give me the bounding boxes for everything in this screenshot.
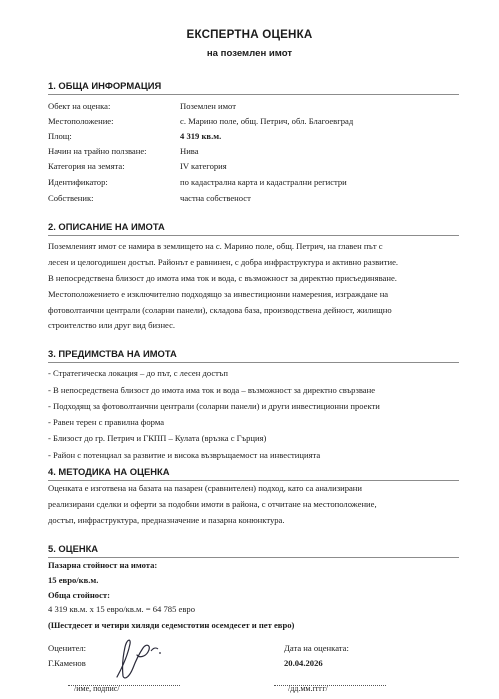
description-line: В непосредствена близост до имота има ток и вода, с възможност за директно присъединяване. xyxy=(48,273,397,283)
methodology-line: реализирани сделки и оферти за подобни имоти в района, с отчитане на местоположение, xyxy=(48,499,377,509)
advantage-item: - Подходящ за фотоволтаични централи (соларни панели) и други инвестиционни проекти xyxy=(48,401,380,411)
section-5-rule xyxy=(48,557,459,558)
advantage-item: - Район с потенциал за развитие и висока възвръщаемост на инвестицията xyxy=(48,450,321,460)
handwritten-signature xyxy=(108,636,168,682)
advantage-item: - Близост до гр. Петрич и ГКПП – Кулата (връзка с Гърция) xyxy=(48,433,267,443)
appraiser-label: Оценител: xyxy=(48,643,87,653)
section-1-rule xyxy=(48,94,459,95)
info-label-category: Категория на земята: xyxy=(48,161,125,171)
advantage-item: - Стратегическа локация – до път, с лесен достъп xyxy=(48,368,228,378)
info-label-area: Площ: xyxy=(48,131,72,141)
section-5-heading: 5. ОЦЕНКА xyxy=(48,543,99,554)
description-line: строителство или друг вид бизнес. xyxy=(48,320,176,330)
advantage-item: - Равен терен с правилна форма xyxy=(48,417,165,427)
info-label-identifier: Идентификатор: xyxy=(48,177,108,187)
section-4-heading: 4. МЕТОДИКА НА ОЦЕНКА xyxy=(48,466,170,477)
methodology-line: Оценката е изготвена на базата на пазарен (сравнителен) подход, като са анализирани xyxy=(48,483,363,493)
unit-price-value: 15 евро/кв.м. xyxy=(48,575,99,585)
section-1-heading: 1. ОБЩА ИНФОРМАЦИЯ xyxy=(48,80,162,91)
total-value-in-words: (Шестдесет и четири хиляди седемстотин осемдесет и пет евро) xyxy=(48,620,295,630)
description-line: фотоволтаични централи (соларни панели), складова база, производствена дейност, жилищно xyxy=(48,305,392,315)
document-title: ЕКСПЕРТНА ОЦЕНКА xyxy=(186,28,313,41)
info-label-usage: Начин на трайно ползване: xyxy=(48,146,147,156)
info-label-object: Обект на оценка: xyxy=(48,101,111,111)
info-value-object: Поземлен имот xyxy=(180,101,236,111)
info-value-usage: Нива xyxy=(180,146,199,156)
appraiser-caption: /име, подпис/ xyxy=(74,684,120,693)
description-line: Поземленият имот се намира в землището на с. Марино поле, общ. Петрич, на главен път с xyxy=(48,241,383,251)
info-label-owner: Собственик: xyxy=(48,193,94,203)
info-label-location: Местоположение: xyxy=(48,116,114,126)
advantage-item: - В непосредствена близост до имота има ток и вода – възможност за директно свързване xyxy=(48,385,376,395)
section-4-rule xyxy=(48,480,459,481)
total-value-calculation: 4 319 кв.м. х 15 евро/кв.м. = 64 785 евро xyxy=(48,604,196,614)
section-2-heading: 2. ОПИСАНИЕ НА ИМОТА xyxy=(48,221,165,232)
section-3-heading: 3. ПРЕДИМСТВА НА ИМОТА xyxy=(48,348,177,359)
date-caption: /дд.мм.гггг/ xyxy=(288,684,328,693)
unit-price-label: Пазарна стойност на имота: xyxy=(48,560,158,570)
section-2-rule xyxy=(48,235,459,236)
info-value-area: 4 319 кв.м. xyxy=(180,131,222,141)
date-value: 20.04.2026 xyxy=(284,658,323,668)
description-line: лесен и целогодишен достъп. Районът е равнинен, с добра инфраструктура и активно развитие. xyxy=(48,257,399,267)
section-3-rule xyxy=(48,362,459,363)
info-value-identifier: по кадастрална карта и кадастрални регистри xyxy=(180,177,347,187)
methodology-line: достъп, инфраструктура, предназначение и пазарна конюнктура. xyxy=(48,515,285,525)
appraiser-name: Г.Каменов xyxy=(48,658,86,668)
total-value-label: Обща стойност: xyxy=(48,590,110,600)
document-subtitle: на поземлен имот xyxy=(206,48,293,59)
info-value-owner: частна собственост xyxy=(180,193,251,203)
description-line: Местоположението е изключително подходящо за инвестиционни намерения, изграждане на xyxy=(48,289,389,299)
date-label: Дата на оценката: xyxy=(284,643,349,653)
info-value-category: IV категория xyxy=(180,161,227,171)
info-value-location: с. Марино поле, общ. Петрич, обл. Благоевград xyxy=(180,116,354,126)
